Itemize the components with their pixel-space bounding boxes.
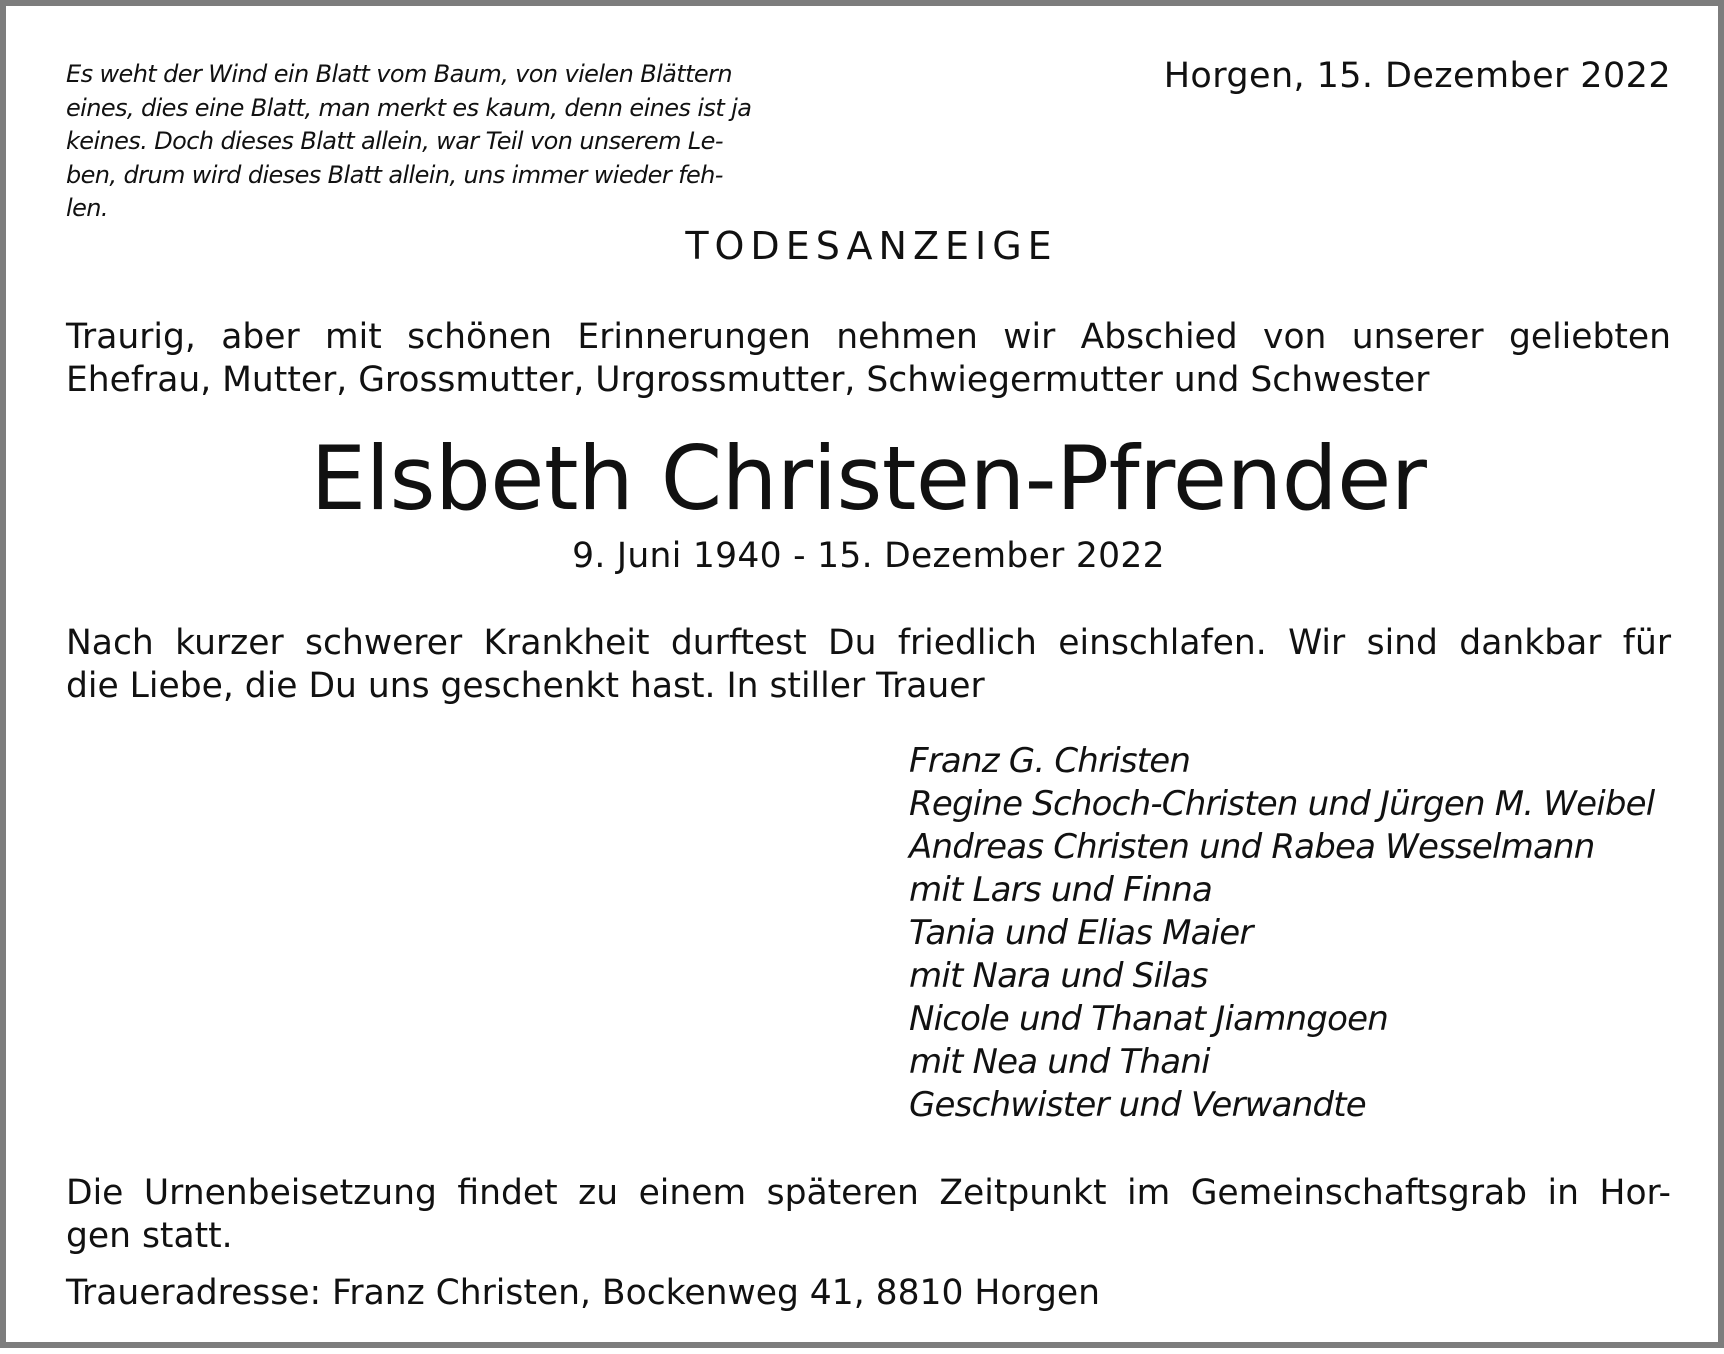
deceased-name: Elsbeth Christen-Pfrender	[310, 427, 1427, 530]
mourners-list	[909, 740, 1654, 1127]
quote-line: eines, dies eine Blatt, man merkt es kaum, denn eines ist ja	[66, 93, 752, 122]
burial-line: Die Urnenbeisetzung findet zu einem späteren Zeitpunkt im Gemeinschaftsgrab in Hor-	[66, 1173, 1671, 1213]
quote-line: len.	[66, 194, 108, 222]
mourner-line: mit Nara und Silas	[909, 956, 1208, 996]
message-line: Nach kurzer schwerer Krankheit durftest Du friedlich einschlafen. Wir sind dankbar für	[66, 623, 1671, 663]
notice-heading: TODESANZEIGE	[685, 224, 1058, 268]
mourner-line: Franz G. Christen	[909, 741, 1191, 781]
intro-text	[66, 316, 1671, 402]
quote-poem	[66, 58, 826, 226]
intro-line: Traurig, aber mit schönen Erinnerungen nehmen wir Abschied von unserer geliebten	[66, 317, 1671, 357]
message-line: die Liebe, die Du uns geschenkt hast. In stiller Trauer	[66, 666, 985, 706]
burial-line: gen statt.	[66, 1216, 233, 1256]
message-text	[66, 622, 1671, 708]
quote-line: keines. Doch dieses Blatt allein, war Teil von unserem Le-	[66, 127, 723, 155]
mourner-line: Andreas Christen und Rabea Wesselmann	[909, 827, 1595, 867]
burial-info	[66, 1172, 1671, 1258]
mourner-line: mit Nea und Thani	[909, 1042, 1210, 1082]
place-date: Horgen, 15. Dezember 2022	[1163, 56, 1671, 96]
quote-line: ben, drum wird dieses Blatt allein, uns immer wieder feh-	[66, 160, 723, 189]
life-dates: 9. Juni 1940 - 15. Dezember 2022	[572, 536, 1165, 576]
intro-line: Ehefrau, Mutter, Grossmutter, Urgrossmutter, Schwiegermutter und Schwester	[66, 360, 1430, 400]
obituary-notice	[66, 6, 1671, 1354]
quote-line: Es weht der Wind ein Blatt vom Baum, von vielen Blättern	[66, 60, 732, 88]
mourner-line: Regine Schoch-Christen und Jürgen M. Weibel	[909, 784, 1655, 824]
mourner-line: Tania und Elias Maier	[909, 913, 1253, 953]
mourner-line: Geschwister und Verwandte	[909, 1085, 1366, 1125]
mourning-address: Traueradresse: Franz Christen, Bockenweg 41, 8810 Horgen	[66, 1273, 1101, 1313]
mourner-line: mit Lars und Finna	[909, 870, 1213, 910]
mourner-line: Nicole und Thanat Jiamngoen	[909, 999, 1388, 1039]
